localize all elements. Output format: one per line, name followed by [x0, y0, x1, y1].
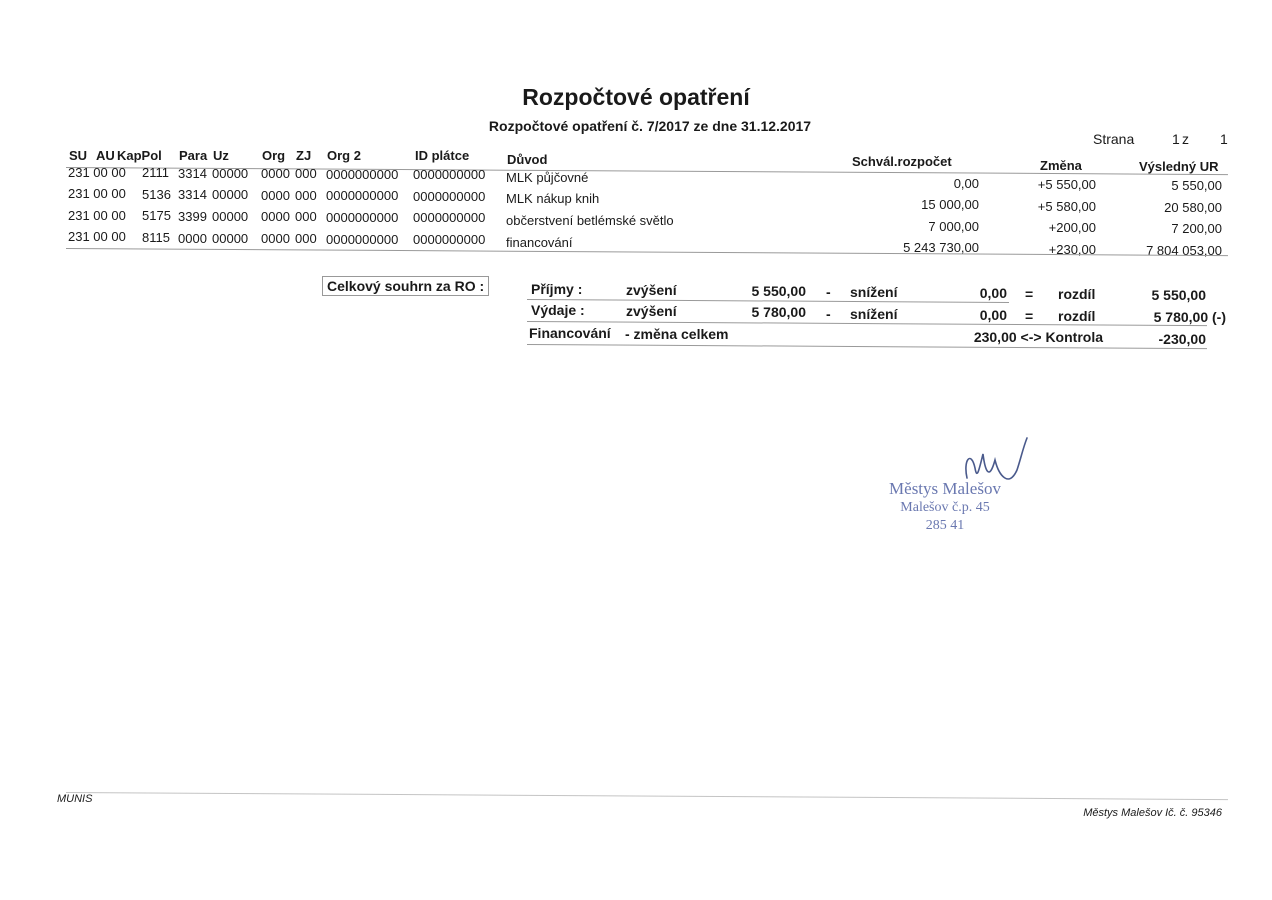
stamp-line-1: Městys Malešov: [889, 479, 1001, 498]
cell-su-au: 231 00 00: [68, 165, 126, 180]
cell-schval: 7 000,00: [928, 219, 979, 234]
header-duvod: Důvod: [507, 152, 548, 167]
prijmy-decrease-label: snížení: [850, 284, 898, 300]
cell-zmena: +5 550,00: [1037, 177, 1096, 192]
header-uz: Uz: [213, 148, 229, 163]
document-subtitle: Rozpočtové opatření č. 7/2017 ze dne 31.12.2017: [488, 118, 812, 134]
header-zj: ZJ: [296, 148, 312, 163]
cell-kappol: 5175: [142, 208, 171, 223]
financovani-value: 230,00 <-> Kontrola: [973, 329, 1103, 345]
vydaje-equals: =: [1025, 308, 1034, 324]
cell-vysledny: 20 580,00: [1164, 200, 1222, 215]
vydaje-increase-value: 5 780,00: [751, 304, 806, 320]
prijmy-minus: -: [826, 284, 831, 300]
cell-para: 3314: [178, 187, 207, 202]
prijmy-diff-value: 5 550,00: [1151, 287, 1206, 303]
prijmy-equals: =: [1025, 286, 1034, 302]
vydaje-decrease-label: snížení: [850, 306, 898, 322]
cell-org2: 0000000000: [326, 167, 399, 182]
cell-su-au: 231 00 00: [68, 229, 126, 244]
vydaje-decrease-value: 0,00: [979, 307, 1007, 323]
page-total: 1: [1220, 131, 1228, 147]
vydaje-increase-label: zvýšení: [626, 303, 677, 319]
prijmy-increase-value: 5 550,00: [751, 283, 806, 299]
cell-id-platce: 0000000000: [413, 189, 486, 204]
cell-schval: 15 000,00: [921, 197, 979, 212]
financovani-kontrola-value: -230,00: [1158, 331, 1206, 347]
financovani-label: Financování: [529, 325, 611, 341]
cell-para: 0000: [178, 231, 207, 246]
prijmy-decrease-value: 0,00: [979, 285, 1007, 301]
header-zmena: Změna: [1040, 158, 1082, 173]
footer-rule: [66, 792, 1228, 800]
cell-uz: 00000: [212, 187, 249, 202]
cell-su-au: 231 00 00: [68, 208, 126, 223]
stamp-line-3: 285 41: [925, 518, 965, 533]
summary-label: Celkový souhrn za RO :: [322, 276, 489, 296]
cell-zj: 000: [295, 231, 317, 246]
header-su: SU: [69, 148, 88, 163]
cell-org: 0000: [261, 166, 290, 181]
cell-duvod: MLK nákup knih: [506, 191, 600, 206]
vydaje-diff-label: rozdíl: [1058, 308, 1096, 324]
header-kappol: KapPol: [117, 148, 162, 163]
footer-left: MUNIS: [57, 793, 93, 805]
cell-duvod: občerstvení betlémské světlo: [506, 213, 674, 228]
cell-duvod: financování: [506, 235, 573, 250]
summary-rule-3: [527, 344, 1207, 349]
cell-zj: 000: [295, 209, 317, 224]
vydaje-diff-value: 5 780,00 (-): [1153, 309, 1226, 325]
header-para: Para: [179, 148, 208, 163]
cell-id-platce: 0000000000: [413, 232, 486, 247]
prijmy-increase-label: zvýšení: [626, 282, 677, 298]
page-label: Strana: [1093, 131, 1135, 147]
page-of-label: z: [1182, 131, 1189, 147]
cell-duvod: MLK půjčovné: [506, 170, 589, 185]
cell-zmena: +230,00: [1048, 242, 1096, 257]
cell-vysledny: 5 550,00: [1171, 178, 1222, 193]
document-title: Rozpočtové opatření: [522, 84, 750, 110]
cell-zj: 000: [295, 166, 317, 181]
header-au: AU: [96, 148, 115, 163]
cell-org2: 0000000000: [326, 210, 399, 225]
cell-para: 3314: [178, 166, 207, 181]
cell-su-au: 231 00 00: [68, 186, 126, 201]
header-schval: Schvál.rozpočet: [852, 154, 952, 169]
cell-org: 0000: [261, 188, 290, 203]
footer-right: Městys Malešov Ič. č. 95346: [1083, 807, 1222, 819]
cell-vysledny: 7 200,00: [1171, 221, 1222, 236]
page-current: 1: [1172, 131, 1180, 147]
prijmy-label: Příjmy :: [531, 281, 583, 297]
cell-para: 3399: [178, 209, 207, 224]
cell-zmena: +200,00: [1048, 220, 1096, 235]
cell-kappol: 5136: [142, 187, 171, 202]
cell-uz: 00000: [212, 166, 249, 181]
vydaje-minus: -: [826, 306, 831, 322]
cell-id-platce: 0000000000: [413, 210, 486, 225]
cell-id-platce: 0000000000: [413, 167, 486, 182]
financovani-change-label: - změna celkem: [625, 326, 729, 342]
cell-org2: 0000000000: [326, 232, 399, 247]
cell-uz: 00000: [212, 209, 249, 224]
cell-zmena: +5 580,00: [1037, 199, 1096, 214]
header-vysledny: Výsledný UR: [1139, 159, 1219, 174]
cell-org: 0000: [261, 231, 290, 246]
header-org2: Org 2: [327, 148, 361, 163]
cell-schval: 5 243 730,00: [903, 240, 979, 255]
prijmy-diff-label: rozdíl: [1058, 286, 1096, 302]
header-org: Org: [262, 148, 286, 163]
cell-org2: 0000000000: [326, 188, 399, 203]
cell-kappol: 8115: [142, 230, 170, 245]
vydaje-label: Výdaje :: [531, 302, 585, 318]
cell-kappol: 2111: [142, 165, 169, 180]
cell-zj: 000: [295, 188, 317, 203]
cell-vysledny: 7 804 053,00: [1146, 243, 1222, 258]
cell-uz: 00000: [212, 231, 249, 246]
header-id-platce: ID plátce: [415, 148, 470, 163]
cell-org: 0000: [261, 209, 290, 224]
cell-schval: 0,00: [953, 176, 979, 191]
stamp-line-2: Malešov č.p. 45: [900, 500, 990, 515]
